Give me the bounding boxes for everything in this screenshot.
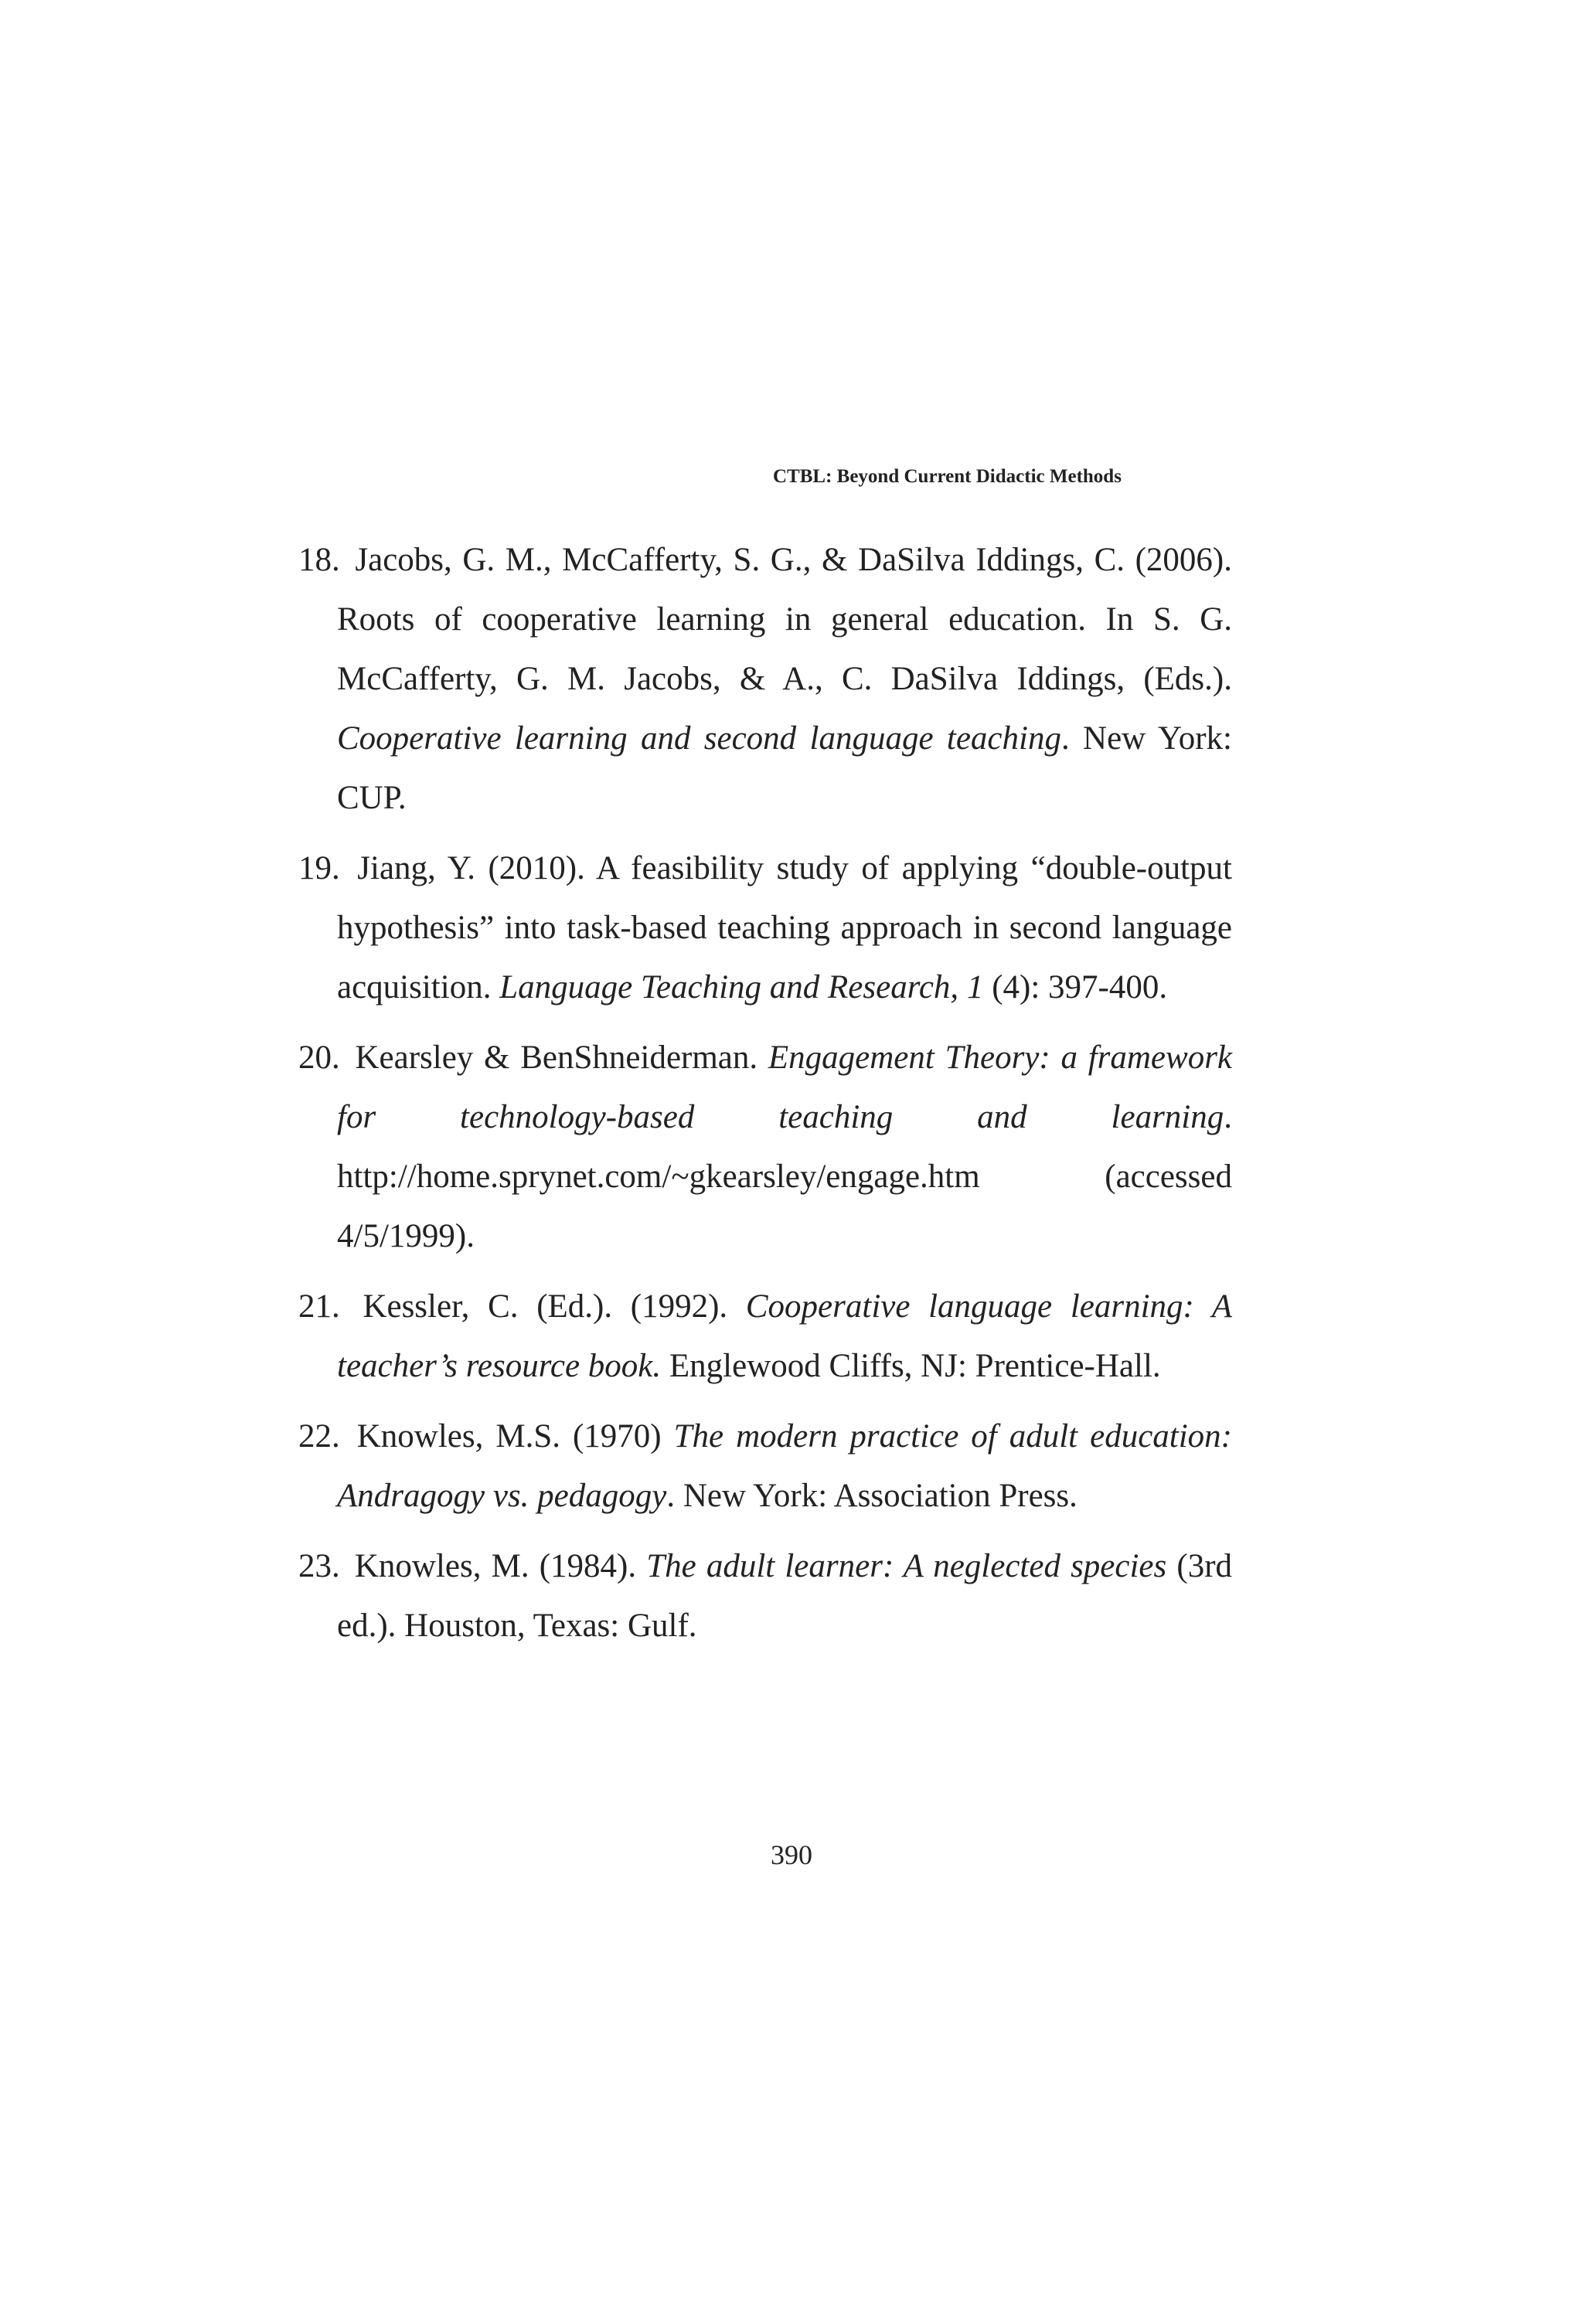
reference-publisher: . http://home.sprynet.com/~gkearsley/engage.htm (accessed 4/5/1999).	[337, 1099, 1232, 1254]
reference-item-19	[298, 839, 1232, 1017]
reference-text: Kessler, C. (Ed.). (1992).	[363, 1288, 728, 1325]
reference-text: Jiang, Y. (2010). A feasibility study of applying “double-output hypothesis” into task-based teaching approach in second language acquisition.	[337, 850, 1232, 1005]
reference-text: Knowles, M.S. (1970)	[356, 1418, 662, 1455]
reference-number: 18.	[298, 542, 340, 578]
reference-publisher: Englewood Cliffs, NJ: Prentice-Hall.	[669, 1348, 1161, 1384]
reference-item-20	[298, 1028, 1232, 1266]
running-header: CTBL: Beyond Current Didactic Methods	[773, 466, 1122, 487]
page-number: 390	[771, 1839, 812, 1870]
reference-title: Engagement Theory: a framework for technology-based teaching and learning	[337, 1040, 1233, 1135]
reference-text: Kearsley & BenShneiderman.	[355, 1040, 758, 1076]
reference-number: 22.	[298, 1418, 340, 1455]
reference-item-23	[298, 1536, 1232, 1655]
reference-number: 21.	[298, 1288, 340, 1325]
reference-list	[298, 530, 1232, 1666]
reference-title: The modern practice of adult education: Andragogy vs. pedagogy	[337, 1418, 1232, 1514]
reference-item-18	[298, 530, 1232, 828]
reference-title: Language Teaching and Research, 1	[499, 969, 984, 1005]
reference-publisher: . New York: CUP.	[337, 720, 1232, 816]
reference-number: 20.	[298, 1040, 340, 1076]
reference-item-21	[298, 1277, 1232, 1396]
reference-text: Jacobs, G. M., McCafferty, S. G., & DaSilva Iddings, C. (2006). Roots of cooperative learning in general education. In S. G. McCafferty, G. M. Jacobs, & A., C. DaSilva Iddings, (Eds.).	[337, 542, 1233, 697]
reference-number: 23.	[298, 1548, 340, 1584]
reference-text: Knowles, M. (1984).	[354, 1548, 637, 1584]
reference-publisher: (4): 397-400.	[992, 969, 1168, 1005]
reference-publisher: (3rd ed.). Houston, Texas: Gulf.	[337, 1548, 1233, 1644]
reference-title: Cooperative learning and second language teaching	[337, 720, 1061, 757]
reference-publisher: . New York: Association Press.	[666, 1478, 1077, 1514]
reference-item-22	[298, 1407, 1232, 1526]
reference-title: Cooperative language learning: A teacher’s resource book.	[337, 1288, 1233, 1384]
reference-title: The adult learner: A neglected species	[646, 1548, 1167, 1584]
reference-number: 19.	[298, 850, 340, 886]
